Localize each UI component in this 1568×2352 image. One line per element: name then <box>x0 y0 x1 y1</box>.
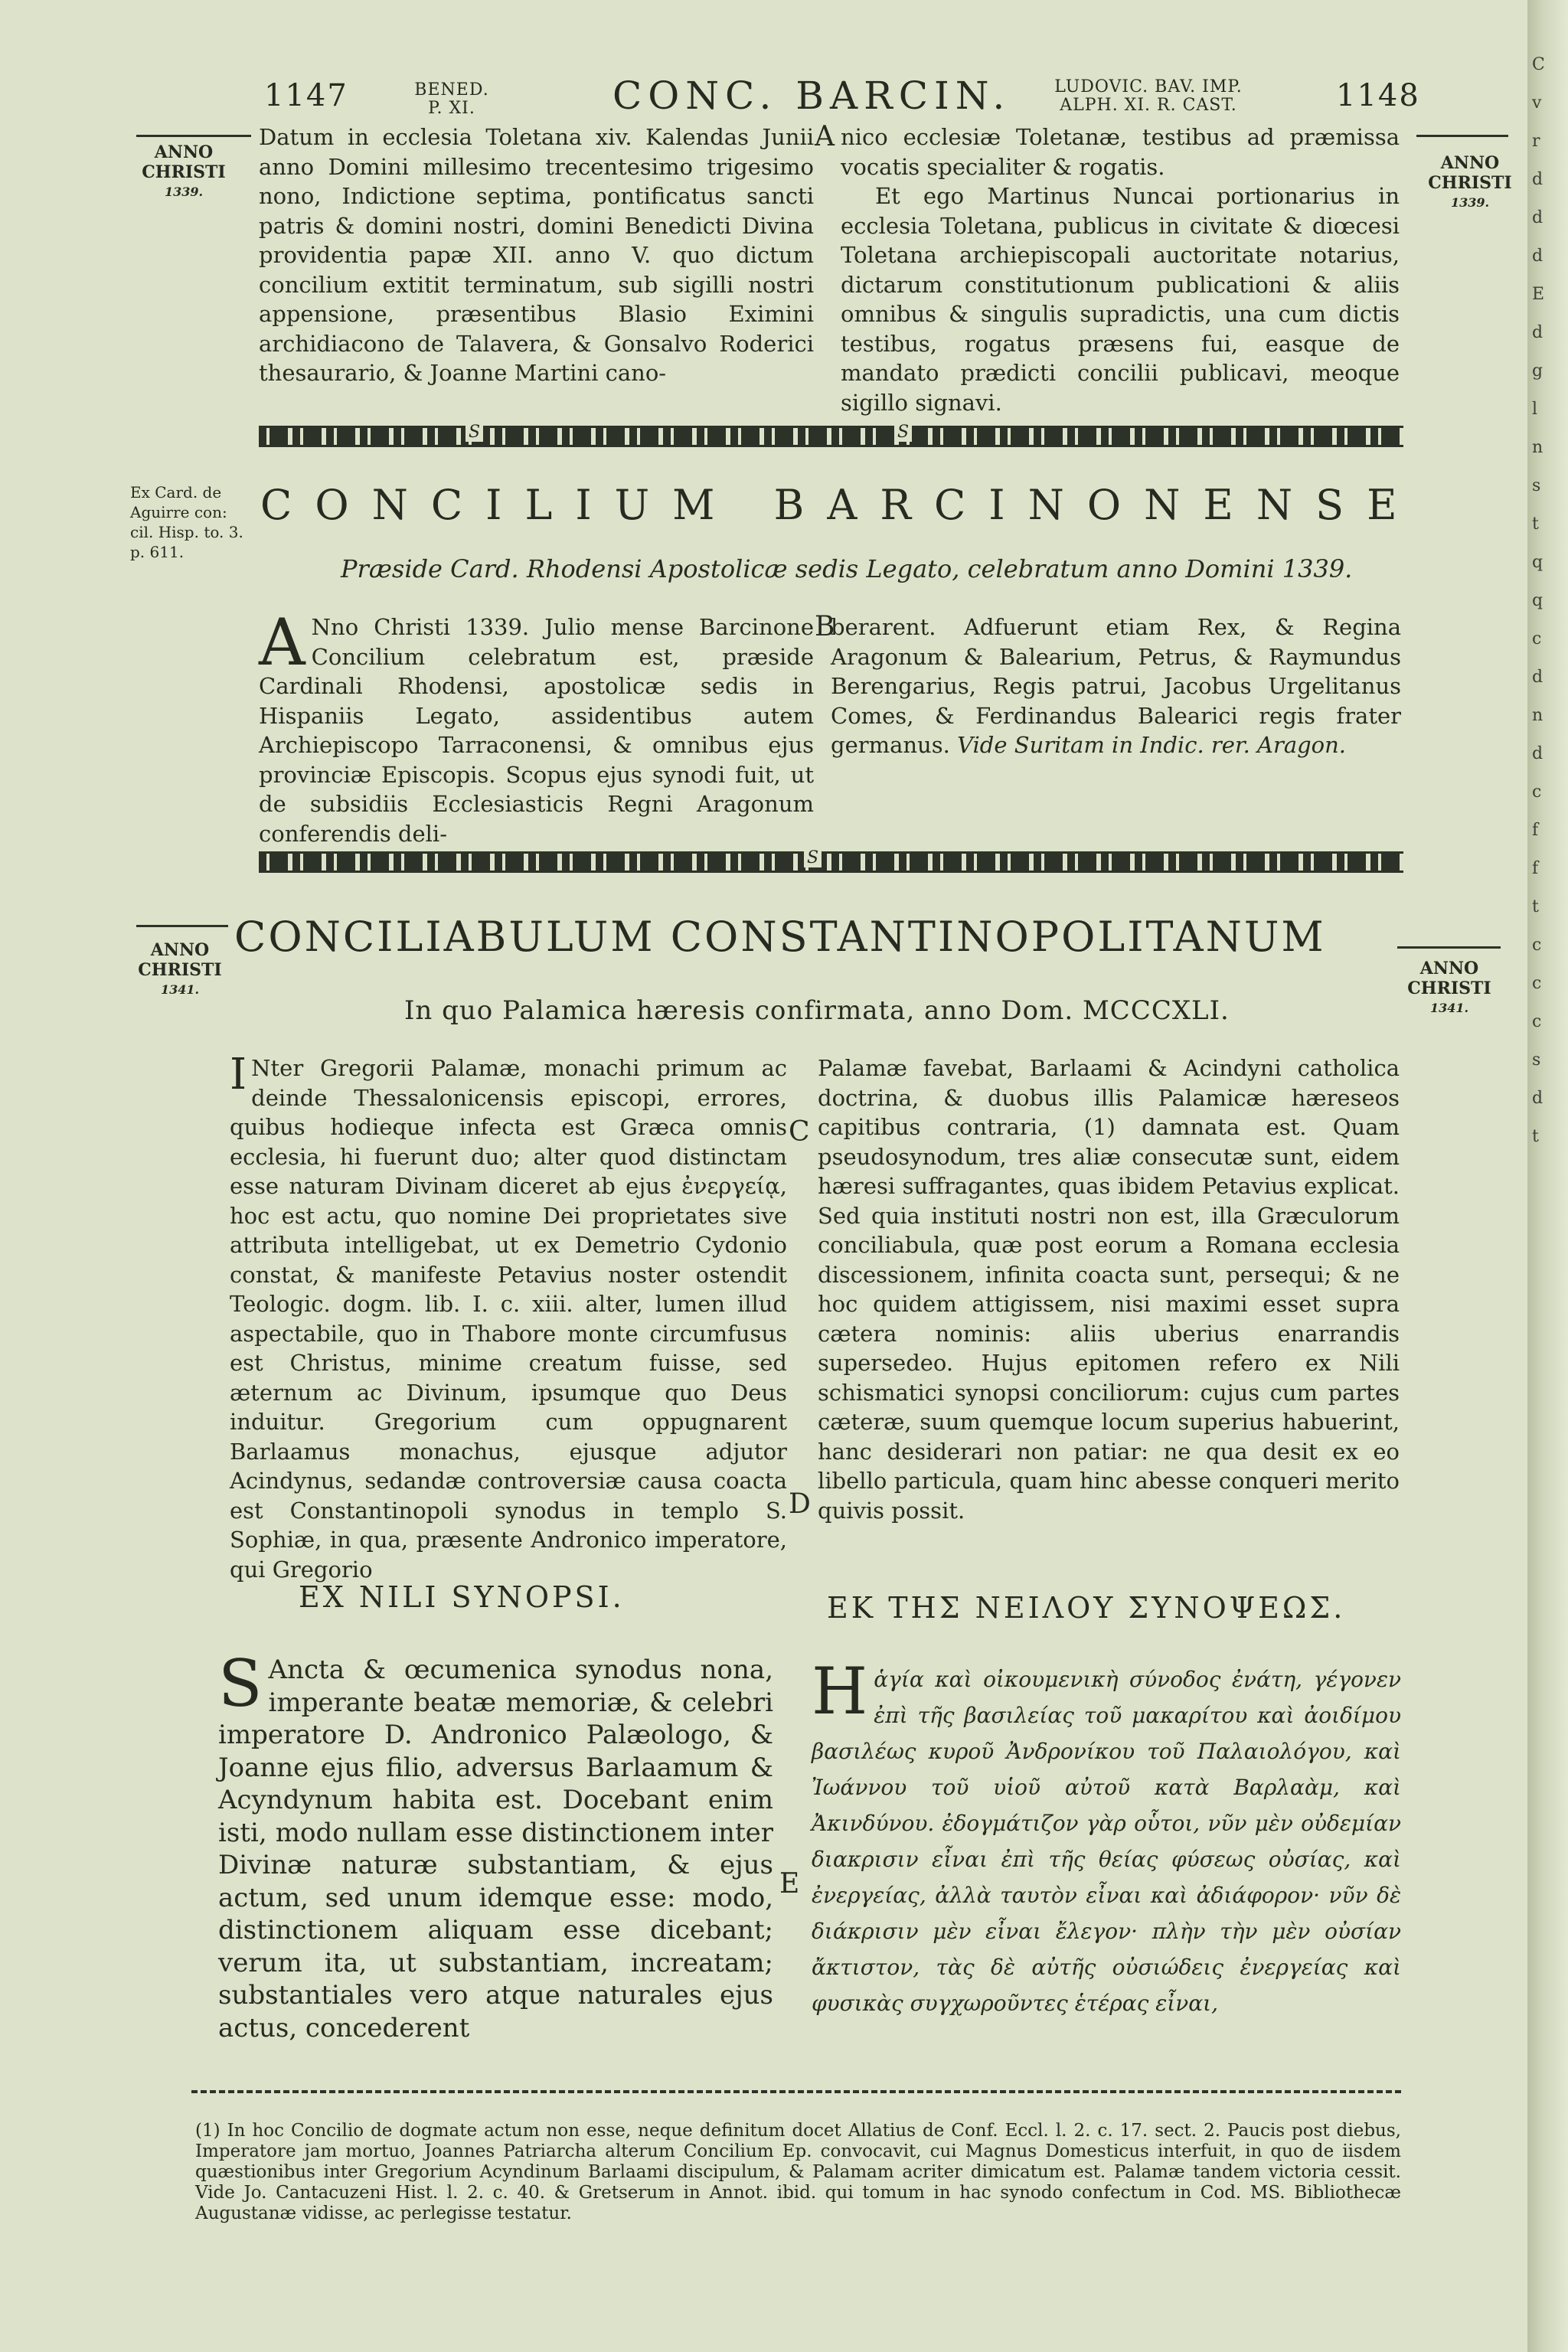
conciliabulum-right-text: Palamæ favebat, Barlaami & Acindyni catholica doctrina, & duobus illis Palamicæ hæreseos capitibus contraria, (1) damnata est. Quam pseudosynodum, tres aliæ consecutæ sunt, eidem hæresi suffragantes, quas ibidem Petavius explicat. Sed quia instituti nostri non est, illa Græculorum conciliabula, quæ post eorum a Romana ecclesia discessionem, infinita coacta sunt, persequi; & ne hoc quidem attigissem, nisi maximi esset supra cætera nominis: aliis uberius enarrandis supersedeo. Hujus epitomen refero ex Nili schismatici synopsi conciliorum: cujus cum partes cæteræ, suum quemque locum superius habuerint, hanc desiderari non patiar: ne qua desit ex eo libello particula, quam hinc abesse conqueri merito quivis possit. <box>818 1055 1400 1524</box>
anno-note-mid-right <box>1392 959 1507 1018</box>
anno-label: ANNO <box>150 940 210 960</box>
header-pope: BENED. <box>414 80 489 100</box>
margin-rule-mid-left <box>136 925 228 927</box>
christi-label: CHRISTI <box>1428 173 1512 193</box>
latin-synopsis-column <box>218 1646 773 2044</box>
column-letter-d: D <box>789 1488 811 1520</box>
year-label: 1339. <box>164 185 204 199</box>
footnote-rule <box>191 2090 1401 2093</box>
year-label: 1339. <box>1450 195 1490 210</box>
column-letter-c: C <box>789 1116 810 1148</box>
conciliabulum-column-right <box>818 1054 1400 1525</box>
concilium-title: CONCILIUM BARCINONENSE <box>260 481 1420 529</box>
anno-note-top-right <box>1416 153 1524 213</box>
concilium-right-text: berarent. Adfuerunt etiam Rex, & Regina Aragonum & Balearium, Petrus, & Raymundus Berengarius, Regis patrui, Jacobus Urgelitanus Comes, & Ferdinandus Balearici regis frater germanus. <box>831 614 1401 758</box>
column-letter-a: A <box>815 121 835 152</box>
top-right-text-2: Et ego Martinus Nuncai portionarius in ecclesia Toletana, publicus in civitate & diœcesi Toletana archiepiscopali auctoritate notarius, dictarum constitutionum publicationi & aliis omnibus & singulis supradictis, una cum dictis testibus, rogatus præsens fui, easque de mandato prædicti concilii publicavi, meoque sigillo signavi. <box>841 183 1400 416</box>
page-number-right: 1148 <box>1336 78 1420 113</box>
ornament-signature-2: S <box>894 423 912 442</box>
header-king: ALPH. XI. R. CAST. <box>1060 96 1237 115</box>
conciliabulum-subtitle: In quo Palamica hæresis confirmata, anno Dom. MCCCXLI. <box>404 995 1230 1026</box>
header-pope-number: P. XI. <box>428 99 475 118</box>
column-letter-e: E <box>779 1868 800 1900</box>
year-label: 1341. <box>160 982 200 997</box>
conciliabulum-title: CONCILIABULUM CONSTANTINOPOLITANUM <box>234 913 1326 961</box>
running-title: CONC. BARCIN. <box>612 74 1011 118</box>
concilium-right-ref: Vide Suritam in Indic. rer. Aragon. <box>957 732 1347 758</box>
source-note: Ex Card. de Aguirre con: cil. Hisp. to. 3. p. 611. <box>130 483 243 561</box>
conciliabulum-column-left <box>230 1050 787 1584</box>
top-column-right <box>841 122 1400 417</box>
margin-rule-top-right <box>1416 135 1508 137</box>
margin-rule-mid-right <box>1397 946 1501 949</box>
anno-note-top-left <box>130 142 237 202</box>
greek-synopsis-text: ἁγία καὶ οἰκουμενικὴ σύνοδος ἐνάτη, γέγονεν ἐπὶ τῆς βασιλείας τοῦ μακαρίτου καὶ ἀοιδίμου βασιλέως κυροῦ Ἀνδρονίκου τοῦ Παλαιολόγου, καὶ Ἰωάννου τοῦ υἱοῦ αὐτοῦ κατὰ Βαρλαὰμ, καὶ Ἀκινδύνου. ἐδογμάτιζον γὰρ οὗτοι, νῦν μὲν οὐδεμίαν διακρισιν εἶναι ἐπὶ τῆς θείας φύσεως οὐσίας, καὶ ἐνεργείας, ἀλλὰ ταυτὸν εἶναι καὶ ἀδιάφορον· νῦν δὲ διάκρισιν μὲν εἶναι ἔλεγον· πλὴν τὴν μὲν οὐσίαν ἄκτιστον, τὰς δὲ αὐτῆς οὐσιώδεις ἐνεργείας καὶ φυσικὰς συγχωροῦντες ἑτέρας εἶναι, <box>812 1667 1401 2016</box>
ornament-signature-1: S <box>466 423 483 442</box>
header-right-small <box>1034 78 1263 115</box>
concilium-left-text: Nno Christi 1339. Julio mense Barcinone Concilium celebratum est, præside Cardinali Rhodensi, apostolicæ sedis in Hispaniis Legato, assidentibus autem Archiepiscopo Tarraconensi, & omnibus ejus provinciæ Episcopis. Scopus ejus synodi fuit, ut de subsidiis Ecclesiasticis Regni Aragonum conferendis deli- <box>259 614 814 847</box>
margin-rule-top-left <box>136 135 251 137</box>
anno-label: ANNO <box>154 142 214 162</box>
anno-label: ANNO <box>1440 153 1500 173</box>
ornament-signature-3: S <box>804 848 822 867</box>
dropcap-s: S <box>218 1646 263 1721</box>
top-left-text: Datum in ecclesia Toletana xiv. Kalendas Junii anno Domini millesimo trecentesimo trigesimo nono, Indictione septima, pontificatus sancti patris & domini nostri, domini Benedicti Divina providentia papæ XII. anno V. quo dictum concilium extitit terminatum, sub sigilli nostri appensione, præsentibus Blasio Eximini archidiacono de Talavera, & Gonsalvo Roderici thesaurario, & Joanne Martini cano- <box>259 124 814 386</box>
dropcap-i: I <box>230 1050 247 1099</box>
latin-synopsis-text: Ancta & œcumenica synodus nona, imperante beatæ memoriæ, & celebri imperatore D. Andronico Palæologo, & Joanne ejus filio, adversus Barlaamum & Acyndynum habita est. Docebant enim isti, modo nullam esse distinctionem inter Divinæ naturæ substantiam, & ejus actum, sed unum idemque esse: modo, distinctionem aliquam esse dicebant; verum ita, ut substantiam, increatam; substantiales vero atque naturales ejus actus, concederent <box>218 1655 773 2043</box>
christi-label: CHRISTI <box>138 960 222 980</box>
christi-label: CHRISTI <box>142 162 226 182</box>
concilium-column-left <box>259 605 814 848</box>
page-number-left: 1147 <box>264 78 348 113</box>
latin-section-heading: EX NILI SYNOPSI. <box>299 1580 625 1614</box>
concilium-column-right <box>831 612 1401 760</box>
anno-label: ANNO <box>1419 959 1479 978</box>
conciliabulum-left-text: Nter Gregorii Palamæ, monachi primum ac deinde Thessalonicensis episcopi, errores, quibus hodieque infecta est Græca omnis ecclesia, hi fuerunt duo; alter quod distinctam esse naturam Divinam diceret ab ejus ἐνεργείᾳ, hoc est actu, quo nomine Dei proprietates sive attributa intelligebat, ut ex Demetrio Cydonio constat, & manifeste Petavius noster ostendit Teologic. dogm. lib. I. c. xiii. alter, lumen illud aspectabile, quo in Thabore monte circumfusus est Christus, minime creatum fuisse, sed æternum ac Divinum, ipsumque quo Deus induitur. Gregorium cum oppugnarent Barlaamus monachus, ejusque adjutor Acindynus, sedandæ controversiæ causa coacta est Constantinopoli synodus in templo S. Sophiæ, in qua, præsente Andronico imperatore, qui Gregorio <box>230 1055 787 1583</box>
ornament-divider-1 <box>259 426 1403 447</box>
anno-note-mid-left <box>122 940 237 1000</box>
concilium-subtitle: Præside Card. Rhodensi Apostolicæ sedis Legato, celebratum anno Domini 1339. <box>341 554 1353 583</box>
dropcap-a: A <box>259 605 305 680</box>
facing-page-edge <box>1527 0 1568 2352</box>
header-emperor: LUDOVIC. BAV. IMP. <box>1054 77 1243 96</box>
top-column-left <box>259 122 814 388</box>
year-label: 1341. <box>1429 1001 1469 1015</box>
christi-label: CHRISTI <box>1407 978 1491 998</box>
dropcap-eta: Η <box>812 1654 868 1729</box>
ornament-divider-2 <box>259 851 1403 873</box>
top-right-text-1: nico ecclesiæ Toletanæ, testibus ad præmissa vocatis specialiter & rogatis. <box>841 124 1400 180</box>
column-letter-b: B <box>815 611 835 642</box>
header-left-small <box>406 81 498 118</box>
facing-page-fragments: C v r d d d E d g l n s t q q c d n d c f f t c c c s d t <box>1532 55 1545 1146</box>
greek-synopsis-column <box>812 1654 1401 2021</box>
greek-section-heading: ΕΚ ΤΗΣ ΝΕΙΛΟΥ ΣΥΝΟΨΕΩΣ. <box>827 1591 1346 1625</box>
footnote: (1) In hoc Concilio de dogmate actum non esse, neque definitum docet Allatius de Conf. Eccl. l. 2. c. 17. sect. 2. Paucis post diebus, Imperatore jam mortuo, Joannes Patriarcha alterum Concilium Ep. convocavit, cui Magnus Domesticus interfuit, in quo de iisdem quæstionibus inter Gregorium Acyndinum Barlaami discipulum, & Palamam acriter dimicatum est. Palamæ tandem victoria cessit. Vide Jo. Cantacuzeni Hist. l. 2. c. 40. & Gretserum in Annot. ibid. qui tomum in hac synodo confectum in Cod. MS. Bibliothecæ Augustanæ vidisse, ac perlegisse testatur. <box>195 2121 1401 2223</box>
